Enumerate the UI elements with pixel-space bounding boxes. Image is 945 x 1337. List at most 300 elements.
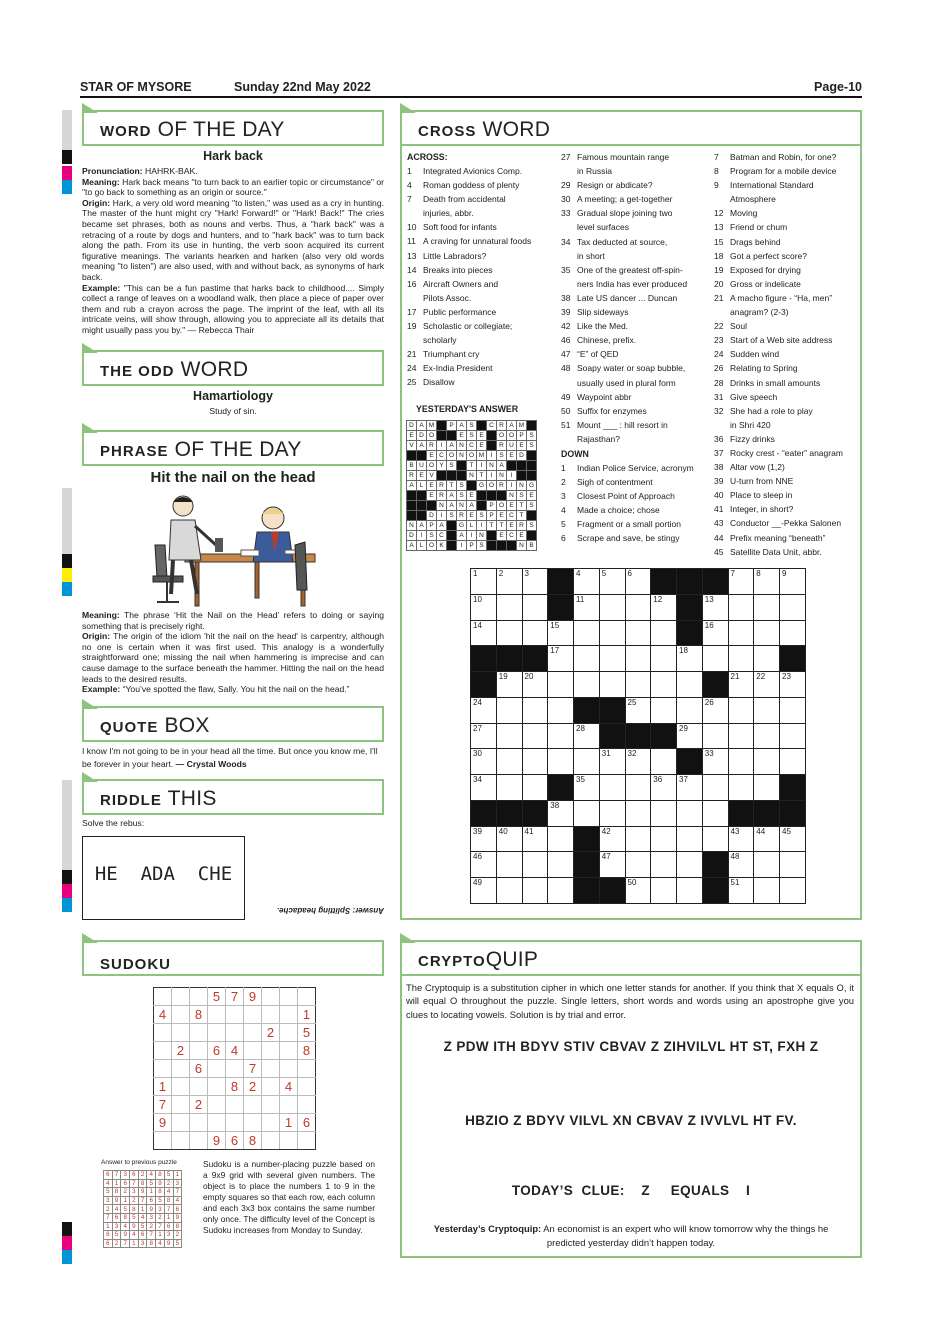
crossword-cell[interactable] xyxy=(651,646,677,672)
section-title-bold: SUDOKU xyxy=(100,956,172,973)
crossword-cell[interactable]: 31 xyxy=(599,749,625,775)
sudoku-cell[interactable] xyxy=(226,1024,244,1042)
clue xyxy=(561,361,713,375)
crossword-cell[interactable] xyxy=(728,594,754,620)
answer-cell: 2 xyxy=(156,1213,165,1222)
sudoku-cell[interactable] xyxy=(262,1132,280,1150)
crossword-cell[interactable] xyxy=(625,672,651,698)
crossword-cell[interactable] xyxy=(728,697,754,723)
black-marker xyxy=(62,1222,72,1236)
clue-text: Soul xyxy=(730,321,748,332)
crossword-cell[interactable]: 4 xyxy=(574,569,600,595)
crossword-cell[interactable]: 19 xyxy=(496,672,522,698)
crossword-cell[interactable] xyxy=(625,775,651,801)
crossword-cell[interactable] xyxy=(651,852,677,878)
crossword-cell[interactable]: 50 xyxy=(625,878,651,904)
crossword-cell[interactable]: 29 xyxy=(677,723,703,749)
clue-number: 21 xyxy=(714,292,724,303)
sudoku-cell[interactable] xyxy=(262,1114,280,1132)
sudoku-cell[interactable] xyxy=(262,988,280,1006)
crossword-cell[interactable] xyxy=(522,594,548,620)
crossword-cell[interactable] xyxy=(548,723,574,749)
answer-cell: 7 xyxy=(104,1213,113,1222)
answer-cell: I xyxy=(487,451,497,461)
word-body: Pronunciation: HAHRK-BAK. Meaning: Hark back means "to turn back to an earlier topic or circumstance" or "to go back to something as an origin or source." Origin: Hark, a very old word meaning "to listen," was used as a cry in hunting. The master of the hunt might cry "Hark! Forward!" or "Hark! Back!" The cries became set phrases, both as nouns and verbs. Thus, a "hark back" was a retracing of a route by dogs and hunters, and to "hark back" was to turn back along the path. From its use in hunting, the verb soon acquired its current figurative meanings. The variants hearken and harken (also very old words meaning "to listen") are also used, with and without back, as synonyms of hark back. Example: "This can be a fun pastime that harks back to childhood.... Simply collect a range of leaves on a woodland walk, then place a piece of paper over them and rub a crayon across the page. The imprint of the leaf, with all its intricate veins, will show through, allowing you to appreciate all its details that might usually pass you by." — Rebecca Thair xyxy=(82,166,385,335)
crossword-cell[interactable]: 10 xyxy=(471,594,497,620)
magenta-marker xyxy=(62,884,72,898)
cyan-marker xyxy=(62,582,72,596)
sudoku-cell[interactable] xyxy=(280,1006,298,1024)
sudoku-cell[interactable]: 8 xyxy=(298,1042,316,1060)
clue-number: 3 xyxy=(561,491,566,502)
answer-cell: S xyxy=(527,431,537,441)
clue-text: Gross or indelicate xyxy=(730,278,801,289)
crossword-cell[interactable] xyxy=(780,749,806,775)
clue xyxy=(714,192,858,206)
sudoku-cell[interactable] xyxy=(244,1006,262,1024)
crossword-cell[interactable]: 46 xyxy=(471,852,497,878)
crossword-cell[interactable] xyxy=(599,646,625,672)
answer-cell: E xyxy=(467,511,477,521)
crossword-cell[interactable]: 34 xyxy=(471,775,497,801)
crossword-cell[interactable] xyxy=(548,878,574,904)
clue xyxy=(714,235,858,249)
crossword-cell[interactable]: 5 xyxy=(599,569,625,595)
clue-text: Triumphant cry xyxy=(423,349,480,360)
crossword-cell[interactable]: 8 xyxy=(754,569,780,595)
sudoku-cell[interactable]: 4 xyxy=(154,1006,172,1024)
black-square xyxy=(599,723,625,749)
sudoku-cell[interactable]: 1 xyxy=(154,1078,172,1096)
clue-number xyxy=(561,432,577,446)
crossword-cell[interactable] xyxy=(754,775,780,801)
clue-text: Atmosphere xyxy=(730,194,776,205)
black-square xyxy=(417,501,427,511)
crossword-cell[interactable] xyxy=(728,749,754,775)
crossword-cell[interactable]: 9 xyxy=(780,569,806,595)
sudoku-cell[interactable]: 6 xyxy=(298,1114,316,1132)
clue-text: Sigh of contentment xyxy=(577,477,653,488)
sudoku-cell[interactable] xyxy=(226,1060,244,1078)
crossword-cell[interactable] xyxy=(522,878,548,904)
crossword-cell[interactable] xyxy=(728,775,754,801)
margin-bar xyxy=(62,780,72,870)
crossword-cell[interactable] xyxy=(677,826,703,852)
sudoku-cell[interactable] xyxy=(262,1096,280,1114)
crossword-cell[interactable] xyxy=(754,594,780,620)
crossword-cell[interactable] xyxy=(574,672,600,698)
answer-cell: 6 xyxy=(138,1231,147,1240)
sudoku-cell[interactable]: 1 xyxy=(280,1114,298,1132)
odd-word-header xyxy=(82,350,384,386)
sudoku-cell[interactable]: 9 xyxy=(244,988,262,1006)
crossword-cell[interactable]: 17 xyxy=(548,646,574,672)
crossword-cell[interactable]: 18 xyxy=(677,646,703,672)
crossword-cell[interactable]: 26 xyxy=(702,697,728,723)
sudoku-cell[interactable] xyxy=(172,1132,190,1150)
crossword-cell[interactable]: 39 xyxy=(471,826,497,852)
crossword-cell[interactable] xyxy=(677,697,703,723)
crossword-cell[interactable] xyxy=(496,852,522,878)
black-square xyxy=(522,800,548,826)
crossword-cell[interactable] xyxy=(677,878,703,904)
down-clues-col3 xyxy=(714,150,858,559)
clue-text: Program for a mobile device xyxy=(730,166,837,177)
sudoku-cell[interactable] xyxy=(280,1132,298,1150)
sudoku-cell[interactable] xyxy=(208,1078,226,1096)
answer-cell: O xyxy=(467,451,477,461)
sudoku-cell[interactable]: 6 xyxy=(208,1042,226,1060)
sudoku-cell[interactable] xyxy=(172,988,190,1006)
crossword-cell[interactable] xyxy=(625,800,651,826)
crossword-cell[interactable]: 44 xyxy=(754,826,780,852)
crossword-cell[interactable] xyxy=(574,646,600,672)
answer-cell: N xyxy=(517,481,527,491)
riddle-prompt: Solve the rebus: xyxy=(82,818,145,828)
crossword-cell[interactable] xyxy=(754,697,780,723)
clue xyxy=(714,460,858,474)
clue-number: 46 xyxy=(561,335,571,346)
crossword-cell[interactable]: 27 xyxy=(471,723,497,749)
sudoku-cell[interactable]: 7 xyxy=(226,988,244,1006)
sudoku-cell[interactable]: 1 xyxy=(298,1006,316,1024)
crossword-cell[interactable] xyxy=(625,646,651,672)
clue xyxy=(714,432,858,446)
answer-cell: 4 xyxy=(130,1231,139,1240)
sudoku-cell[interactable] xyxy=(244,1024,262,1042)
crossword-cell[interactable] xyxy=(677,800,703,826)
sudoku-cell[interactable] xyxy=(190,988,208,1006)
crossword-cell[interactable] xyxy=(780,723,806,749)
sudoku-cell[interactable]: 5 xyxy=(208,988,226,1006)
crossword-cell[interactable] xyxy=(702,800,728,826)
answer-cell: Y xyxy=(437,461,447,471)
sudoku-cell[interactable]: 9 xyxy=(208,1132,226,1150)
crossword-cell[interactable]: 22 xyxy=(754,672,780,698)
sudoku-cell[interactable] xyxy=(154,988,172,1006)
sudoku-cell[interactable] xyxy=(172,1096,190,1114)
clue-text: Sudden wind xyxy=(730,349,780,360)
sudoku-cell[interactable] xyxy=(280,1060,298,1078)
crossword-cell[interactable]: 32 xyxy=(625,749,651,775)
sudoku-cell[interactable] xyxy=(208,1096,226,1114)
sudoku-cell[interactable] xyxy=(172,1024,190,1042)
crossword-cell[interactable] xyxy=(754,620,780,646)
black-square xyxy=(522,646,548,672)
crossword-cell[interactable] xyxy=(754,749,780,775)
clue-number: 50 xyxy=(561,405,571,416)
clue-number: 16 xyxy=(407,278,417,289)
answer-cell: 8 xyxy=(104,1231,113,1240)
sudoku-cell[interactable] xyxy=(226,1006,244,1024)
crossword-cell[interactable] xyxy=(702,646,728,672)
crossword-cell[interactable] xyxy=(599,775,625,801)
clue xyxy=(561,376,713,390)
crossword-cell[interactable]: 14 xyxy=(471,620,497,646)
crossword-cell[interactable]: 40 xyxy=(496,826,522,852)
crossword-cell[interactable]: 25 xyxy=(625,697,651,723)
black-square xyxy=(677,594,703,620)
crossword-cell[interactable] xyxy=(754,723,780,749)
quote-header xyxy=(82,706,384,742)
sudoku-cell[interactable] xyxy=(208,1006,226,1024)
sudoku-cell[interactable] xyxy=(172,1078,190,1096)
crossword-cell[interactable] xyxy=(599,800,625,826)
crossword-cell[interactable] xyxy=(728,620,754,646)
crossword-cell[interactable]: 20 xyxy=(522,672,548,698)
answer-cell: E xyxy=(517,531,527,541)
sudoku-cell[interactable] xyxy=(154,1132,172,1150)
crossword-cell[interactable] xyxy=(702,826,728,852)
clue-number xyxy=(714,192,730,206)
crossword-cell[interactable] xyxy=(522,775,548,801)
crossword-cell[interactable] xyxy=(780,594,806,620)
crossword-cell[interactable] xyxy=(702,775,728,801)
sudoku-cell[interactable]: 8 xyxy=(244,1132,262,1150)
crossword-cell[interactable]: 33 xyxy=(702,749,728,775)
black-square xyxy=(417,451,427,461)
word-example: "This can be a fun pastime that harks back to childhood.... Simply collect a range of leaves on a woodland walk, then place a piece of paper over them and rub a crayon across the page. The imprint of the leaf, with all its intricate veins, will show through, allowing you to appreciate all its details that might usually pass you by." — Rebecca Thair xyxy=(82,282,385,335)
sudoku-cell[interactable] xyxy=(298,988,316,1006)
black-square xyxy=(467,481,477,491)
section-title-bold: PHRASE xyxy=(100,443,169,460)
crossword-cell[interactable] xyxy=(728,646,754,672)
crossword-cell[interactable]: 21 xyxy=(728,672,754,698)
crossword-cell[interactable] xyxy=(496,749,522,775)
crossword-cell[interactable] xyxy=(496,723,522,749)
crossword-cell[interactable] xyxy=(548,697,574,723)
sudoku-cell[interactable] xyxy=(280,1042,298,1060)
crossword-cell[interactable] xyxy=(522,749,548,775)
crossword-cell[interactable]: 23 xyxy=(780,672,806,698)
black-square xyxy=(407,511,417,521)
crossword-cell[interactable]: 24 xyxy=(471,697,497,723)
sudoku-cell[interactable] xyxy=(172,1006,190,1024)
yesterday-cryptoquip xyxy=(420,1222,842,1250)
crossword-cell[interactable]: 48 xyxy=(728,852,754,878)
crossword-cell[interactable]: 37 xyxy=(677,775,703,801)
sudoku-cell[interactable] xyxy=(190,1114,208,1132)
cipher-line-1: Z PDW ITH BDYV STIV CBVAV Z ZIHVILVL HT ST, FXH Z xyxy=(443,1039,819,1054)
sudoku-cell[interactable]: 4 xyxy=(280,1078,298,1096)
crossword-cell[interactable]: 36 xyxy=(651,775,677,801)
sudoku-cell[interactable] xyxy=(208,1024,226,1042)
sudoku-cell[interactable] xyxy=(298,1078,316,1096)
sudoku-cell[interactable]: 7 xyxy=(154,1096,172,1114)
sudoku-cell[interactable]: 8 xyxy=(190,1006,208,1024)
sudoku-cell[interactable] xyxy=(208,1114,226,1132)
margin-bar xyxy=(62,110,72,152)
clue-number: 34 xyxy=(561,236,571,247)
sudoku-cell[interactable] xyxy=(262,1006,280,1024)
sudoku-description: Sudoku is a number-placing puzzle based on a 9x9 grid with several given numbers. The object is to place the numbers 1 to 9 in the empty squares so that each row, each column and each 3x3 box contains the same number only once. The difficulty level of the Concept is Sudoku increases from Monday to Sunday. xyxy=(203,1159,375,1235)
sudoku-cell[interactable]: 2 xyxy=(172,1042,190,1060)
sudoku-cell[interactable]: 9 xyxy=(154,1114,172,1132)
crossword-cell[interactable] xyxy=(651,878,677,904)
answer-cell: B xyxy=(407,461,417,471)
crossword-cell[interactable] xyxy=(548,672,574,698)
sudoku-cell[interactable] xyxy=(298,1132,316,1150)
crossword-cell[interactable] xyxy=(599,594,625,620)
sudoku-cell[interactable]: 8 xyxy=(226,1078,244,1096)
crossword-cell[interactable] xyxy=(548,826,574,852)
crossword-cell[interactable]: 7 xyxy=(728,569,754,595)
sudoku-cell[interactable] xyxy=(154,1024,172,1042)
clue xyxy=(714,319,858,333)
crossword-cell[interactable] xyxy=(548,749,574,775)
crossword-cell[interactable] xyxy=(625,594,651,620)
answer-cell: 7 xyxy=(164,1205,173,1214)
sudoku-cell[interactable] xyxy=(154,1042,172,1060)
crossword-cell[interactable]: 6 xyxy=(625,569,651,595)
crossword-cell[interactable]: 45 xyxy=(780,826,806,852)
sudoku-cell[interactable]: 2 xyxy=(244,1078,262,1096)
sudoku-cell[interactable]: 2 xyxy=(262,1024,280,1042)
crossword-cell[interactable]: 51 xyxy=(728,878,754,904)
crossword-cell[interactable] xyxy=(780,620,806,646)
yesterday-solution: An economist is an expert who will know tomorrow why the things he predicted yesterday didn’t happen today. xyxy=(543,1223,829,1248)
crossword-cell[interactable]: 13 xyxy=(702,594,728,620)
sudoku-cell[interactable]: 6 xyxy=(190,1060,208,1078)
crossword-cell[interactable]: 35 xyxy=(574,775,600,801)
answer-cell: D xyxy=(407,421,417,431)
crossword-cell[interactable] xyxy=(754,852,780,878)
crossword-cell[interactable]: 15 xyxy=(548,620,574,646)
sudoku-cell[interactable]: 7 xyxy=(244,1060,262,1078)
sudoku-cell[interactable]: 5 xyxy=(298,1024,316,1042)
answer-cell: N xyxy=(497,471,507,481)
black-square xyxy=(754,800,780,826)
crossword-cell[interactable] xyxy=(625,852,651,878)
crossword-cell[interactable] xyxy=(548,852,574,878)
crossword-cell[interactable] xyxy=(780,697,806,723)
crossword-cell[interactable]: 38 xyxy=(548,800,574,826)
crossword-cell[interactable] xyxy=(754,878,780,904)
crossword-cell[interactable] xyxy=(651,697,677,723)
crossword-cell[interactable] xyxy=(625,826,651,852)
crossword-cell[interactable] xyxy=(496,775,522,801)
sudoku-cell[interactable] xyxy=(280,988,298,1006)
section-title-bold: WORD xyxy=(100,123,152,140)
sudoku-cell[interactable] xyxy=(190,1132,208,1150)
crossword-cell[interactable] xyxy=(651,800,677,826)
sudoku-cell[interactable] xyxy=(208,1060,226,1078)
crossword-cell[interactable]: 2 xyxy=(496,569,522,595)
clue-text: Death from accidental xyxy=(423,194,506,205)
crossword-cell[interactable]: 1 xyxy=(471,569,497,595)
crossword-cell[interactable] xyxy=(702,723,728,749)
crossword-cell[interactable]: 41 xyxy=(522,826,548,852)
sudoku-cell[interactable] xyxy=(298,1060,316,1078)
crossword-cell[interactable]: 3 xyxy=(522,569,548,595)
sudoku-cell[interactable] xyxy=(298,1096,316,1114)
crossword-cell[interactable] xyxy=(728,723,754,749)
sudoku-cell[interactable] xyxy=(154,1060,172,1078)
crossword-cell[interactable] xyxy=(496,697,522,723)
down-label: DOWN xyxy=(561,448,589,459)
sudoku-cell[interactable] xyxy=(280,1024,298,1042)
sudoku-cell[interactable] xyxy=(190,1024,208,1042)
sudoku-cell[interactable] xyxy=(226,1096,244,1114)
crossword-cell[interactable] xyxy=(574,620,600,646)
crossword-cell[interactable] xyxy=(599,672,625,698)
clue xyxy=(561,333,713,347)
crossword-cell[interactable] xyxy=(522,852,548,878)
crossword-cell[interactable] xyxy=(651,620,677,646)
crossword-cell[interactable] xyxy=(496,878,522,904)
clue-number: 20 xyxy=(714,278,724,289)
black-square xyxy=(447,541,457,551)
sudoku-cell[interactable] xyxy=(280,1096,298,1114)
crossword-cell[interactable] xyxy=(522,620,548,646)
sudoku-cell[interactable] xyxy=(172,1114,190,1132)
section-title-bold: CRYPTO xyxy=(418,953,486,970)
black-square xyxy=(497,541,507,551)
answer-cell: A xyxy=(407,481,417,491)
crossword-cell[interactable]: 12 xyxy=(651,594,677,620)
black-square xyxy=(625,723,651,749)
crossword-cell[interactable] xyxy=(599,620,625,646)
clue-text: A macho figure - “Ha, men” xyxy=(730,292,833,303)
sudoku-cell[interactable]: 2 xyxy=(190,1096,208,1114)
answer-cell: A xyxy=(407,541,417,551)
crossword-cell[interactable]: 16 xyxy=(702,620,728,646)
sudoku-cell[interactable] xyxy=(262,1060,280,1078)
cyan-marker xyxy=(62,898,72,912)
crossword-cell[interactable] xyxy=(651,826,677,852)
crossword-cell[interactable]: 11 xyxy=(574,594,600,620)
sudoku-cell[interactable]: 6 xyxy=(226,1132,244,1150)
sudoku-cell[interactable] xyxy=(262,1042,280,1060)
sudoku-cell[interactable] xyxy=(190,1078,208,1096)
crossword-cell[interactable]: 49 xyxy=(471,878,497,904)
sudoku-cell[interactable] xyxy=(262,1078,280,1096)
crossword-cell[interactable]: 43 xyxy=(728,826,754,852)
crossword-cell[interactable] xyxy=(651,672,677,698)
crossword-cell[interactable] xyxy=(780,878,806,904)
answer-cell: 6 xyxy=(112,1213,121,1222)
crossword-cell[interactable] xyxy=(574,800,600,826)
clue xyxy=(407,234,557,248)
crossword-cell[interactable] xyxy=(754,646,780,672)
clue-text: She had a role to play xyxy=(730,405,813,416)
sudoku-cell[interactable] xyxy=(244,1096,262,1114)
sudoku-cell[interactable] xyxy=(244,1114,262,1132)
crossword-cell[interactable]: 42 xyxy=(599,826,625,852)
crossword-cell[interactable] xyxy=(651,749,677,775)
crossword-cell[interactable] xyxy=(677,672,703,698)
crossword-cell[interactable] xyxy=(625,620,651,646)
crossword-cell[interactable] xyxy=(522,697,548,723)
crossword-cell[interactable] xyxy=(496,620,522,646)
crossword-cell[interactable]: 28 xyxy=(574,723,600,749)
answer-cell: O xyxy=(497,431,507,441)
crossword-cell[interactable] xyxy=(780,852,806,878)
crossword-cell[interactable] xyxy=(522,723,548,749)
sudoku-cell[interactable] xyxy=(172,1060,190,1078)
crossword-cell[interactable]: 30 xyxy=(471,749,497,775)
crossword-cell[interactable] xyxy=(496,594,522,620)
crossword-cell[interactable] xyxy=(574,749,600,775)
sudoku-cell[interactable] xyxy=(244,1042,262,1060)
clue-text: Closest Point of Approach xyxy=(577,491,675,502)
sudoku-cell[interactable]: 4 xyxy=(226,1042,244,1060)
sudoku-cell[interactable] xyxy=(190,1042,208,1060)
crossword-cell[interactable]: 47 xyxy=(599,852,625,878)
crossword-cell[interactable] xyxy=(677,852,703,878)
sudoku-cell[interactable] xyxy=(226,1114,244,1132)
black-square xyxy=(527,531,537,541)
